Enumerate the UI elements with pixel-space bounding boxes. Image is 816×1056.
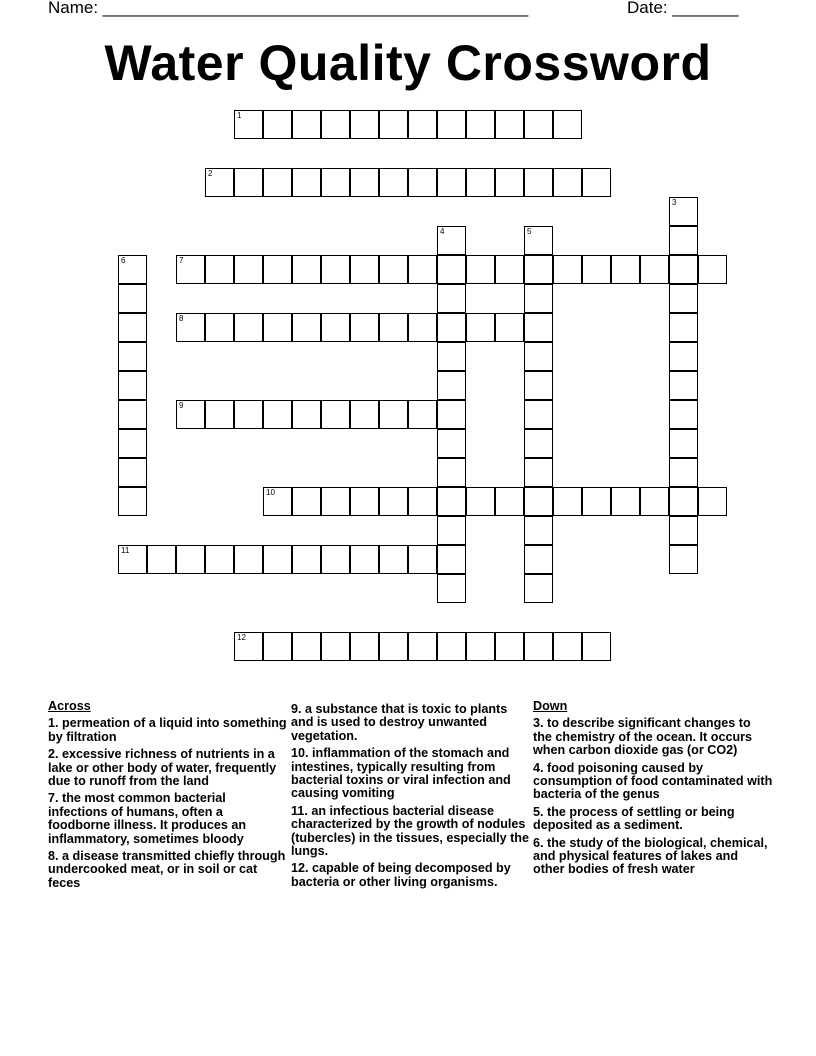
crossword-cell[interactable]: [437, 632, 466, 661]
crossword-cell[interactable]: [524, 632, 553, 661]
clue-across-12: 12. capable of being decomposed by bacteria or other living organisms.: [291, 861, 511, 889]
crossword-cell[interactable]: [263, 545, 292, 574]
crossword-cell[interactable]: [466, 110, 495, 139]
clue-across-7: 7. the most common bacterial infections of humans, often a foodborne illness. It produces an inflammatory, sometimes bloody: [48, 791, 247, 846]
clue-number: 11: [121, 546, 130, 555]
crossword-cell[interactable]: [669, 487, 698, 516]
crossword-cell[interactable]: [582, 255, 611, 284]
crossword-cell[interactable]: [640, 487, 669, 516]
crossword-cell[interactable]: [524, 371, 553, 400]
crossword-cell[interactable]: [118, 458, 147, 487]
crossword-cell[interactable]: [408, 400, 437, 429]
page-title: Water Quality Crossword: [104, 35, 712, 91]
crossword-cell[interactable]: [234, 545, 263, 574]
crossword-cell[interactable]: [611, 487, 640, 516]
crossword-cell[interactable]: [553, 110, 582, 139]
crossword-cell[interactable]: [408, 545, 437, 574]
crossword-cell[interactable]: [495, 487, 524, 516]
crossword-cell[interactable]: [118, 255, 147, 284]
clue-down-4: 4. food poisoning caused by consumption of food contaminated with bacteria of the genus: [533, 760, 773, 802]
crossword-cell[interactable]: [437, 313, 466, 342]
crossword-cell[interactable]: [234, 632, 263, 661]
crossword-cell[interactable]: [350, 400, 379, 429]
crossword-cell[interactable]: [379, 255, 408, 284]
crossword-cell[interactable]: [669, 545, 698, 574]
crossword-cell[interactable]: [495, 110, 524, 139]
clue-down-3: 3. to describe significant changes to the chemistry of the ocean. It occurs when carbon dioxide gas (or CO2): [533, 716, 753, 758]
clue-number: 12: [237, 633, 246, 642]
crossword-cell[interactable]: [437, 545, 466, 574]
clue-number: 7: [179, 256, 184, 265]
down-heading: Down: [533, 699, 568, 713]
crossword-cell[interactable]: [669, 429, 698, 458]
crossword-cell[interactable]: [263, 632, 292, 661]
clue-number: 9: [179, 401, 184, 410]
crossword-cell[interactable]: [582, 168, 611, 197]
crossword-cell[interactable]: [524, 400, 553, 429]
crossword-cell[interactable]: [437, 226, 466, 255]
crossword-cell[interactable]: [234, 168, 263, 197]
crossword-cell[interactable]: [292, 632, 321, 661]
clue-down-5: 5. the process of settling or being deposited as a sediment.: [533, 804, 735, 833]
crossword-cell[interactable]: [466, 168, 495, 197]
crossword-cell[interactable]: [437, 458, 466, 487]
crossword-cell[interactable]: [118, 429, 147, 458]
crossword-cell[interactable]: [669, 516, 698, 545]
crossword-cell[interactable]: [321, 487, 350, 516]
crossword-cell[interactable]: [524, 487, 553, 516]
crossword-cell[interactable]: [379, 168, 408, 197]
clue-across-11: 11. an infectious bacterial disease characterized by the growth of nodules (tubercles) in the tissues, especially the lungs.: [291, 803, 529, 859]
clue-number: 10: [266, 488, 275, 497]
crossword-cell[interactable]: [437, 342, 466, 371]
crossword-cell[interactable]: [234, 313, 263, 342]
crossword-cell[interactable]: [350, 255, 379, 284]
crossword-cell[interactable]: [321, 255, 350, 284]
crossword-cell[interactable]: [437, 574, 466, 603]
crossword-cell[interactable]: [640, 255, 669, 284]
clue-number: 4: [440, 227, 445, 236]
crossword-cell[interactable]: [379, 545, 408, 574]
crossword-cell[interactable]: [582, 632, 611, 661]
crossword-cell[interactable]: [350, 545, 379, 574]
clue-down-6: 6. the study of the biological, chemical, and physical features of lakes and other bodies of fresh water: [533, 835, 768, 877]
crossword-cell[interactable]: [408, 168, 437, 197]
clue-across-9: 9. a substance that is toxic to plants and is used to destroy unwanted vegetation.: [291, 702, 508, 743]
crossword-cell[interactable]: [263, 168, 292, 197]
crossword-cell[interactable]: [495, 168, 524, 197]
crossword-cell[interactable]: [263, 255, 292, 284]
clue-across-2: 2. excessive richness of nutrients in a lake or other body of water, frequently due to runoff from the land: [48, 747, 277, 789]
crossword-cell[interactable]: [437, 371, 466, 400]
clue-number: 5: [527, 227, 532, 236]
crossword-cell[interactable]: [379, 487, 408, 516]
crossword-cell[interactable]: [437, 487, 466, 516]
crossword-cell[interactable]: [524, 255, 553, 284]
crossword-cell[interactable]: [437, 168, 466, 197]
clue-number: 6: [121, 256, 126, 265]
crossword-cell[interactable]: [205, 400, 234, 429]
crossword-cell[interactable]: [524, 313, 553, 342]
crossword-cell[interactable]: [437, 400, 466, 429]
crossword-cell[interactable]: [669, 226, 698, 255]
crossword-cell[interactable]: [292, 168, 321, 197]
crossword-cell[interactable]: [408, 255, 437, 284]
crossword-cell[interactable]: [466, 632, 495, 661]
crossword-cell[interactable]: [147, 545, 176, 574]
across-heading: Across: [48, 699, 91, 713]
crossword-cell[interactable]: [321, 313, 350, 342]
crossword-cell[interactable]: [669, 371, 698, 400]
crossword-cell[interactable]: [263, 313, 292, 342]
crossword-cell[interactable]: [495, 632, 524, 661]
crossword-cell[interactable]: [292, 313, 321, 342]
clue-across-10: 10. inflammation of the stomach and intestines, typically resulting from bacterial toxins or viral infection and causing vomiting: [291, 746, 511, 801]
crossword-cell[interactable]: [176, 545, 205, 574]
crossword-cell[interactable]: [524, 545, 553, 574]
crossword-cell[interactable]: [118, 371, 147, 400]
crossword-cell[interactable]: [263, 487, 292, 516]
crossword-cell[interactable]: [669, 342, 698, 371]
crossword-cell[interactable]: [582, 487, 611, 516]
crossword-cell[interactable]: [524, 574, 553, 603]
crossword-cell[interactable]: [118, 400, 147, 429]
crossword-cell[interactable]: [698, 255, 727, 284]
crossword-cell[interactable]: [292, 110, 321, 139]
crossword-cell[interactable]: [350, 313, 379, 342]
crossword-cell[interactable]: [321, 545, 350, 574]
crossword-cell[interactable]: [118, 487, 147, 516]
crossword-cell[interactable]: [524, 168, 553, 197]
crossword-cell[interactable]: [379, 110, 408, 139]
crossword-cell[interactable]: [698, 487, 727, 516]
crossword-cell[interactable]: [263, 400, 292, 429]
crossword-cell[interactable]: [321, 632, 350, 661]
crossword-cell[interactable]: [408, 632, 437, 661]
crossword-cell[interactable]: [437, 284, 466, 313]
crossword-cell[interactable]: [379, 400, 408, 429]
crossword-cell[interactable]: [524, 284, 553, 313]
crossword-cell[interactable]: [466, 255, 495, 284]
crossword-cell[interactable]: [176, 255, 205, 284]
crossword-cell[interactable]: [669, 197, 698, 226]
crossword-cell[interactable]: [176, 400, 205, 429]
crossword-cell[interactable]: [205, 255, 234, 284]
crossword-cell[interactable]: [292, 400, 321, 429]
crossword-cell[interactable]: [176, 313, 205, 342]
clues-column-2: [291, 703, 531, 893]
crossword-cell[interactable]: [205, 168, 234, 197]
crossword-cell[interactable]: [234, 255, 263, 284]
clue-number: 3: [672, 198, 677, 207]
crossword-cell[interactable]: [292, 487, 321, 516]
crossword-cell[interactable]: [437, 110, 466, 139]
date-field[interactable]: Date: _______: [627, 0, 739, 17]
crossword-cell[interactable]: [553, 487, 582, 516]
crossword-cell[interactable]: [408, 110, 437, 139]
crossword-cell[interactable]: [524, 429, 553, 458]
crossword-cell[interactable]: [495, 255, 524, 284]
crossword-cell[interactable]: [437, 516, 466, 545]
crossword-cell[interactable]: [379, 632, 408, 661]
crossword-cell[interactable]: [205, 545, 234, 574]
crossword-cell[interactable]: [408, 487, 437, 516]
crossword-cell[interactable]: [669, 458, 698, 487]
crossword-cell[interactable]: [350, 168, 379, 197]
crossword-cell[interactable]: [350, 632, 379, 661]
crossword-cell[interactable]: [669, 313, 698, 342]
crossword-cell[interactable]: [669, 255, 698, 284]
crossword-cell[interactable]: [118, 313, 147, 342]
crossword-cell[interactable]: [263, 110, 292, 139]
crossword-cell[interactable]: [118, 342, 147, 371]
crossword-cell[interactable]: [408, 313, 437, 342]
clues-column-1: [48, 700, 288, 894]
crossword-cell[interactable]: [379, 313, 408, 342]
crossword-cell[interactable]: [524, 110, 553, 139]
crossword-cell[interactable]: [669, 284, 698, 313]
clue-number: 1: [237, 111, 242, 120]
crossword-cell[interactable]: [553, 255, 582, 284]
crossword-cell[interactable]: [205, 313, 234, 342]
clue-across-1: 1. permeation of a liquid into something by filtration: [48, 716, 287, 744]
crossword-cell[interactable]: [350, 110, 379, 139]
name-field[interactable]: Name: _____________________________________________: [48, 0, 529, 17]
crossword-cell[interactable]: [524, 226, 553, 255]
crossword-cell[interactable]: [524, 458, 553, 487]
crossword-cell[interactable]: [118, 284, 147, 313]
clue-across-8: 8. a disease transmitted chiefly through undercooked meat, or in soil or cat feces: [48, 849, 286, 890]
crossword-cell[interactable]: [321, 168, 350, 197]
crossword-cell[interactable]: [466, 313, 495, 342]
clue-number: 8: [179, 314, 184, 323]
crossword-cell[interactable]: [553, 632, 582, 661]
crossword-cell[interactable]: [321, 400, 350, 429]
crossword-cell[interactable]: [118, 545, 147, 574]
clues-column-3: [533, 700, 773, 881]
crossword-cell[interactable]: [321, 110, 350, 139]
crossword-cell[interactable]: [350, 487, 379, 516]
clue-number: 2: [208, 169, 213, 178]
crossword-cell[interactable]: [495, 313, 524, 342]
crossword-cell[interactable]: [437, 429, 466, 458]
crossword-cell[interactable]: [553, 168, 582, 197]
crossword-cell[interactable]: [611, 255, 640, 284]
crossword-cell[interactable]: [234, 110, 263, 139]
crossword-cell[interactable]: [292, 255, 321, 284]
crossword-cell[interactable]: [437, 255, 466, 284]
crossword-cell[interactable]: [292, 545, 321, 574]
crossword-cell[interactable]: [234, 400, 263, 429]
crossword-cell[interactable]: [669, 400, 698, 429]
crossword-cell[interactable]: [524, 516, 553, 545]
crossword-cell[interactable]: [466, 487, 495, 516]
crossword-cell[interactable]: [524, 342, 553, 371]
